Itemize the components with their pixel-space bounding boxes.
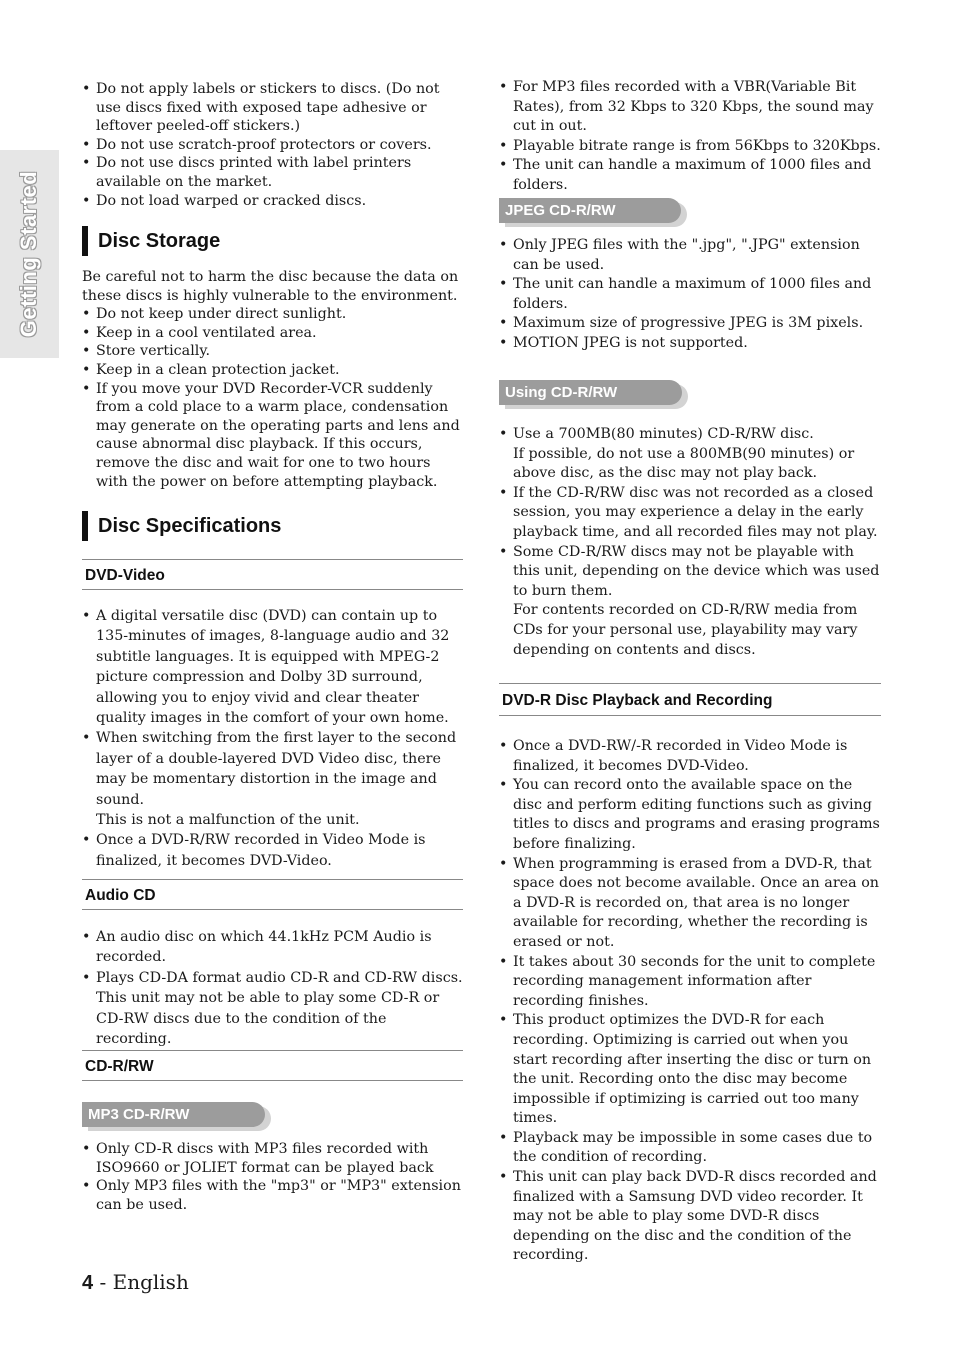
list-item-text: Some CD-R/RW discs may not be playable with this unit, depending on the device which was used to burn them. bbox=[513, 543, 880, 599]
jpeg-cd-rw-label: JPEG CD-R/RW bbox=[499, 198, 681, 223]
disc-specifications-heading: Disc Specifications bbox=[82, 511, 281, 541]
page-language: - English bbox=[93, 1270, 189, 1294]
list-item: • MOTION JPEG is not supported. bbox=[499, 334, 881, 354]
side-tab-label: Getting Started bbox=[16, 170, 41, 338]
list-item: • This unit can play back DVD-R discs recorded and finalized with a Samsung DVD video recorder. It may not be able to play some DVD-R discs depending on the disc and the condition of the recording. bbox=[499, 1168, 881, 1266]
dvd-video-section bbox=[82, 606, 463, 871]
page-footer bbox=[82, 1268, 189, 1297]
list-item-text: When switching from the first layer to the second layer of a double-layered DVD Video disc, there may be momentary distortion in the image and sound. bbox=[96, 730, 457, 808]
jpeg-section bbox=[499, 236, 881, 354]
list-item: • Do not use scratch-proof protectors or covers. bbox=[82, 136, 463, 155]
list-item: • A digital versatile disc (DVD) can contain up to 135-minutes of images, 8-language audio and 32 subtitle languages. It is equipped with MPEG-2 picture compression and Dolby 3D surround, allowing you to enjoy vivid and clear theater quality images in the comfort of your own home. bbox=[82, 606, 463, 728]
list-item: • Once a DVD-RW/-R recorded in Video Mode is finalized, it becomes DVD-Video. bbox=[499, 737, 881, 776]
list-item: • Keep in a cool ventilated area. bbox=[82, 324, 463, 343]
list-item: • Store vertically. bbox=[82, 342, 463, 361]
list-item: • Playback may be impossible in some cases due to the condition of recording. bbox=[499, 1129, 881, 1168]
list-item: • Do not apply labels or stickers to discs. (Do not use discs fixed with exposed tape adhesive or leftover peeled-off stickers.) bbox=[82, 80, 463, 136]
list-item: • An audio disc on which 44.1kHz PCM Audio is recorded. bbox=[82, 927, 463, 968]
list-item-text: Use a 700MB(80 minutes) CD-R/RW disc. bbox=[513, 426, 814, 442]
list-item: • For MP3 files recorded with a VBR(Variable Bit Rates), from 32 Kbps to 320 Kbps, the sound may cut in out. bbox=[499, 78, 881, 137]
list-item: • Only CD-R discs with MP3 files recorded with ISO9660 or JOLIET format can be played back bbox=[82, 1140, 463, 1177]
using-cd-rw-section bbox=[499, 425, 881, 660]
audio-cd-section bbox=[82, 927, 463, 1049]
list-item: • The unit can handle a maximum of 1000 files and folders. bbox=[499, 156, 881, 195]
list-item-continuation: This is not a malfunction of the unit. bbox=[96, 812, 360, 829]
mp3-section bbox=[82, 1140, 463, 1214]
page-number: 4 bbox=[82, 1272, 94, 1294]
list-item: • Plays CD-DA format audio CD-R and CD-RW discs. This unit may not be able to play some CD-R or CD-RW discs due to the condition of the recording. bbox=[82, 968, 463, 1050]
cd-rw-heading: CD-R/RW bbox=[82, 1050, 463, 1081]
list-item: • When programming is erased from a DVD-R, that space does not become available. Once an area on a DVD-R is recorded on, that area is no longer available for recording, whether the recording is erased or not. bbox=[499, 855, 881, 953]
list-item: • Only MP3 files with the "mp3" or "MP3" extension can be used. bbox=[82, 1177, 463, 1214]
dvd-r-heading: DVD-R Disc Playback and Recording bbox=[499, 683, 881, 716]
mp3-continued-list bbox=[499, 78, 881, 196]
list-item: • If you move your DVD Recorder-VCR suddenly from a cold place to a warm place, condensation may generate on the operating parts and lens and cause abnormal disc playback. If this occurs, remove the disc and wait for one to two hours with the power on before attempting playback. bbox=[82, 380, 463, 492]
list-item bbox=[499, 543, 881, 661]
list-item: • Only JPEG files with the ".jpg", ".JPG" extension can be used. bbox=[499, 236, 881, 275]
list-item: • Do not keep under direct sunlight. bbox=[82, 305, 463, 324]
list-item: • Playable bitrate range is from 56Kbps to 320Kbps. bbox=[499, 137, 881, 157]
list-item: • Do not use discs printed with label printers available on the market. bbox=[82, 154, 463, 191]
list-item-continuation: If possible, do not use a 800MB(90 minutes) or above disc, as the disc may not play back. bbox=[513, 445, 855, 482]
using-cd-rw-label: Using CD-R/RW bbox=[499, 380, 682, 405]
intro-list bbox=[82, 80, 463, 210]
list-item: • The unit can handle a maximum of 1000 files and folders. bbox=[499, 275, 881, 314]
list-item: • You can record onto the available space on the disc and perform editing functions such as giving titles to discs and programs and erasing programs before finalizing. bbox=[499, 776, 881, 854]
audio-cd-heading: Audio CD bbox=[82, 879, 463, 910]
dvd-video-heading: DVD-Video bbox=[82, 559, 463, 590]
disc-storage-section bbox=[82, 268, 463, 491]
list-item: • It takes about 30 seconds for the unit to complete recording management information after recording finishes. bbox=[499, 953, 881, 1012]
list-item bbox=[499, 425, 881, 484]
list-item: • Once a DVD-R/RW recorded in Video Mode is finalized, it becomes DVD-Video. bbox=[82, 830, 463, 871]
disc-storage-heading: Disc Storage bbox=[82, 226, 220, 256]
list-item: • Maximum size of progressive JPEG is 3M pixels. bbox=[499, 314, 881, 334]
dvd-r-section bbox=[499, 737, 881, 1266]
list-item: • If the CD-R/RW disc was not recorded as a closed session, you may experience a delay in the early playback time, and all recorded files may not play. bbox=[499, 484, 881, 543]
list-item: • This product optimizes the DVD-R for each recording. Optimizing is carried out when you start recording after inserting the disc or turn on the unit. Recording onto the disc may become impossible if optimizing is carried out too many times. bbox=[499, 1011, 881, 1129]
disc-storage-intro: Be careful not to harm the disc because the data on these discs is highly vulnerable to the environment. bbox=[82, 269, 459, 304]
list-item bbox=[82, 728, 463, 830]
mp3-cd-rw-label: MP3 CD-R/RW bbox=[82, 1102, 265, 1127]
list-item: • Do not load warped or cracked discs. bbox=[82, 192, 463, 211]
list-item-continuation: For contents recorded on CD-R/RW media from CDs for your personal use, playability may vary depending on contents and discs. bbox=[513, 602, 858, 658]
list-item: • Keep in a clean protection jacket. bbox=[82, 361, 463, 380]
